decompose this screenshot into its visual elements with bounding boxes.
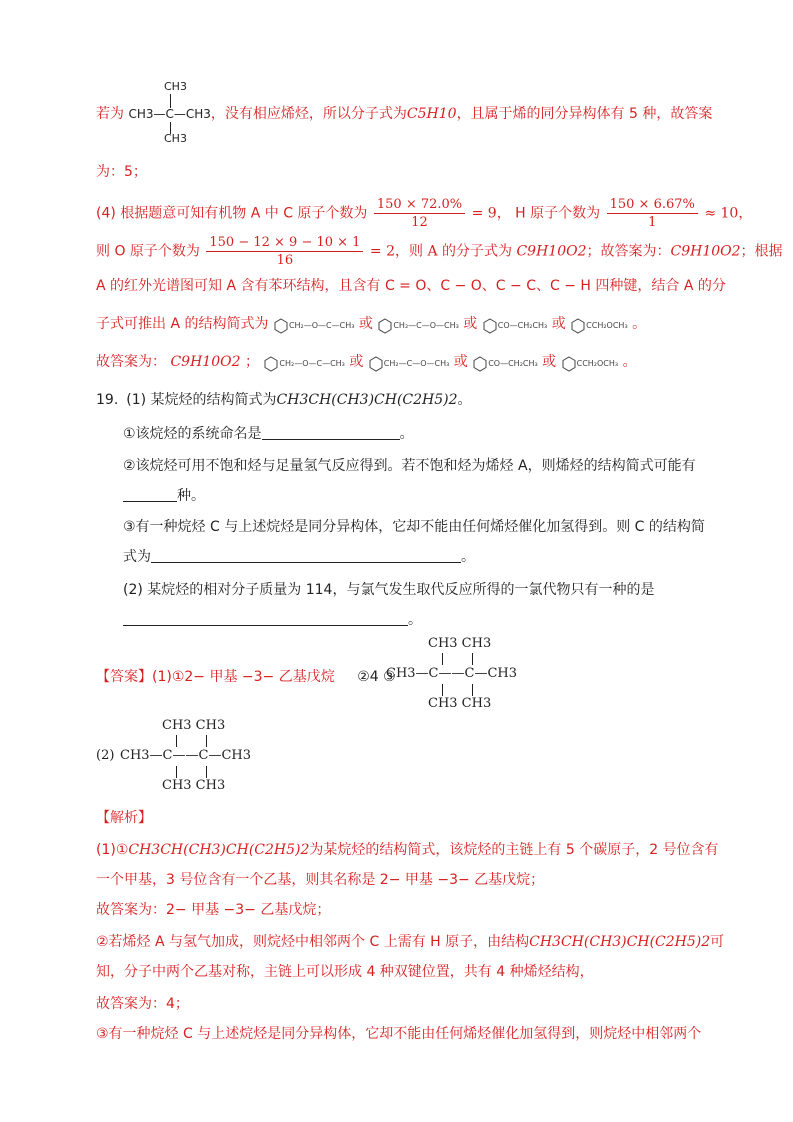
part4-line4: 子式可推出 A 的结构简式为 CH₂—O—C—CH₃ 或 CH₂—C—O—CH₃ 或 CO—CH₂CH₃ 或 CCH₂OCH₃ 。 (96, 316, 647, 332)
analysis-l3: 故答案为：2− 甲基 −3− 乙基戊烷； (96, 902, 331, 918)
analysis-l1: (1)①CH3CH(CH3)CH(C2H5)2为某烷烃的结构简式，该烷烃的主链上有 5 个碳原子，2 号位含有 (96, 842, 719, 858)
neopentane-formula: CH3—C—CH3 (128, 107, 211, 121)
analysis-l7: ③有一种烷烃 C 与上述烷烃是同分异构体，它却不能由任何烯烃催化加氢得到，则烷烃中相邻两个 (96, 1026, 702, 1042)
answer-line: 【答案】(1)①2− 甲基 −3− 乙基戊烷 ②4 ③ (96, 669, 396, 685)
line-neopentane: 若为 CH3—C—CH3，没有相应烯烃，所以分子式为C5H10，且属于烯的同分异构体有 5 种，故答案 (96, 106, 713, 122)
answer-structure-1: CH3 CH3 CH3—C——C—CH3 CH3 CH3 (386, 636, 518, 711)
answer-blank-4[interactable] (123, 611, 408, 626)
q19-sub2: ②该烷烃可用不饱和烃与足量氢气反应得到。若不饱和烃为烯烃 A，则烯烃的结构简式可能有 (123, 458, 696, 474)
part4-line3: A 的红外光谱图可知 A 含有苯环结构，且含有 C = O、C − O、C − C、C − H 四种键，结合 A 的分 (96, 278, 726, 294)
answer-label: 【答案】 (96, 669, 152, 685)
ch3-bottom: CH3 (164, 132, 187, 145)
struct-b3: CO—CH₂CH₃ (472, 359, 538, 368)
q19-sub2b: 种。 (123, 486, 205, 506)
analysis-l2: 一个甲基，3 号位含有一个乙基，则其名称是 2− 甲基 −3− 乙基戊烷； (96, 872, 545, 888)
analysis-l5: 知，分子中两个乙基对称，主链上可以形成 4 种双键位置，共有 4 种烯烃结构， (96, 964, 594, 980)
struct-b2: CH₂—C—O—CH₃ (368, 359, 450, 368)
part4-answer-line: 故答案为： C9H10O2 ； CH₂—O—C—CH₃ 或 CH₂—C—O—CH₃ 或 CO—CH₂CH₃ 或 CCH₂OCH₃ 。 (96, 354, 637, 370)
answer-blank-3[interactable] (151, 548, 461, 563)
analysis-label: 【解析】 (96, 810, 152, 826)
struct-a1: CH₂—O—C—CH₃ (273, 321, 355, 330)
struct-b4: CCH₂OCH₃ (561, 359, 619, 368)
struct-a2: CH₂—C—O—CH₃ (377, 321, 459, 330)
q19-stem2b: 。 (123, 610, 422, 630)
part4-line1: (4) 根据题意可知有机物 A 中 C 原子个数为 $\frac{150 \times 72.0\%}{12}$ = 9， H 原子个数为 $\frac{150 \times 6.67\%}{1}$ ≈ 10， (96, 197, 753, 230)
q19-sub3: ③有一种烷烃 C 与上述烷烃是同分异构体，它却不能由任何烯烃催化加氢得到。则 C 的结构简 (123, 519, 705, 535)
analysis-l4: ②若烯烃 A 与氢气加成，则烷烃中相邻两个 C 上需有 H 原子，由结构CH3CH(CH3)CH(C2H5)2可 (96, 934, 725, 950)
struct-b1: CH₂—O—C—CH₃ (263, 359, 345, 368)
struct-a3: CO—CH₂CH₃ (482, 321, 548, 330)
q19-stem2: (2) 某烷烃的相对分子质量为 114，与氯气发生取代反应所得的一氯代物只有一种的是 (123, 582, 655, 598)
answer-blank-2[interactable] (123, 487, 177, 502)
ch3-top: CH3 (164, 80, 187, 93)
line-answer-5: 为：5； (96, 164, 147, 180)
q19-sub1: ①该烷烃的系统命名是 。 (123, 426, 414, 442)
part4-line2: 则 O 原子个数为 $\frac{150 - 12 \times 9 - 10 \times 1}{16}$ = 2，则 A 的分子式为 C9H10O2；故答案为：C9H10O2；根据 (96, 235, 783, 268)
answer-blank-1[interactable] (262, 425, 400, 440)
q19-stem1: 19. (1) 某烷烃的结构简式为CH3CH(CH3)CH(C2H5)2。 (96, 392, 472, 408)
q19-sub3b: 式为 。 (123, 549, 475, 565)
analysis-l6: 故答案为：4； (96, 996, 189, 1012)
struct-a4: CCH₂OCH₃ (570, 321, 628, 330)
answer-structure-2: (2) CH3 CH3 CH3—C——C—CH3 CH3 CH3 (96, 718, 252, 793)
